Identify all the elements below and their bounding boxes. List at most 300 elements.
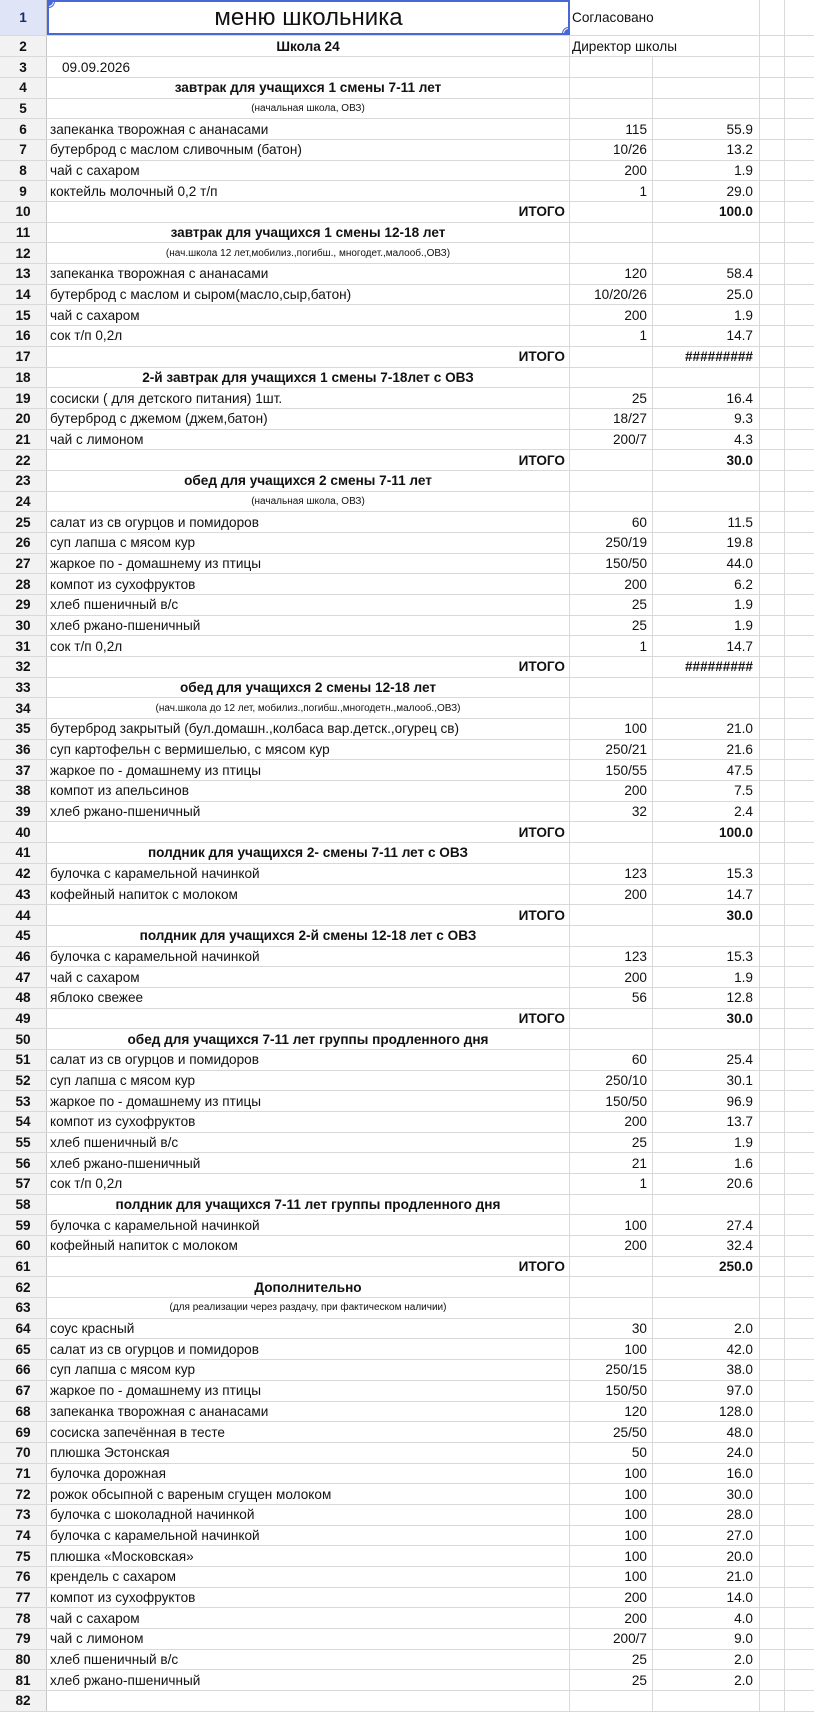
price-cell[interactable] xyxy=(653,595,760,615)
empty-cell[interactable] xyxy=(785,1153,814,1173)
empty-cell[interactable] xyxy=(760,657,785,677)
empty-cell[interactable] xyxy=(785,1402,814,1422)
row-header[interactable] xyxy=(0,740,47,760)
portion-cell[interactable] xyxy=(570,1670,653,1690)
row-header-1[interactable]: 1 xyxy=(0,0,47,35)
row-header[interactable] xyxy=(0,264,47,284)
cell-e1[interactable] xyxy=(785,0,814,35)
portion-cell[interactable] xyxy=(570,719,653,739)
row-header[interactable] xyxy=(0,1464,47,1484)
price-cell[interactable] xyxy=(653,698,760,718)
empty-cell[interactable] xyxy=(785,864,814,884)
row-header[interactable] xyxy=(0,1050,47,1070)
row-header[interactable] xyxy=(0,864,47,884)
row-header[interactable] xyxy=(0,1526,47,1546)
row-header[interactable] xyxy=(0,636,47,656)
portion-cell[interactable] xyxy=(570,740,653,760)
price-cell[interactable] xyxy=(653,388,760,408)
row-header[interactable] xyxy=(0,1153,47,1173)
row-header[interactable] xyxy=(0,161,47,181)
dish-name-cell[interactable] xyxy=(47,368,570,388)
price-cell[interactable] xyxy=(653,740,760,760)
approval-cell[interactable] xyxy=(570,0,653,35)
row-header[interactable] xyxy=(0,1133,47,1153)
portion-cell[interactable] xyxy=(570,1484,653,1504)
row-header[interactable] xyxy=(0,843,47,863)
portion-cell[interactable] xyxy=(570,554,653,574)
empty-cell[interactable] xyxy=(760,740,785,760)
price-cell[interactable] xyxy=(653,843,760,863)
empty-cell[interactable] xyxy=(760,1071,785,1091)
selection-handle-bottom-right[interactable] xyxy=(563,28,570,35)
price-cell[interactable] xyxy=(653,1443,760,1463)
price-cell[interactable] xyxy=(653,988,760,1008)
empty-cell[interactable] xyxy=(785,1526,814,1546)
empty-cell[interactable] xyxy=(785,1236,814,1256)
portion-cell[interactable] xyxy=(570,822,653,842)
empty-cell[interactable] xyxy=(760,574,785,594)
empty-cell[interactable] xyxy=(760,1608,785,1628)
dish-name-cell[interactable] xyxy=(47,140,570,160)
empty-cell[interactable] xyxy=(760,698,785,718)
empty-cell[interactable] xyxy=(785,326,814,346)
empty-cell[interactable] xyxy=(785,450,814,470)
price-cell[interactable] xyxy=(653,616,760,636)
title-cell-selected[interactable] xyxy=(47,0,570,35)
price-cell[interactable] xyxy=(653,78,760,98)
portion-cell[interactable] xyxy=(570,1091,653,1111)
cell-b3[interactable] xyxy=(570,57,653,77)
empty-cell[interactable] xyxy=(760,926,785,946)
dish-name-cell[interactable] xyxy=(47,285,570,305)
empty-cell[interactable] xyxy=(760,947,785,967)
portion-cell[interactable] xyxy=(570,1422,653,1442)
price-cell[interactable] xyxy=(653,1277,760,1297)
empty-cell[interactable] xyxy=(785,430,814,450)
row-header[interactable] xyxy=(0,554,47,574)
empty-cell[interactable] xyxy=(785,1133,814,1153)
empty-cell[interactable] xyxy=(785,492,814,512)
row-header[interactable] xyxy=(0,905,47,925)
empty-cell[interactable] xyxy=(785,1009,814,1029)
price-cell[interactable] xyxy=(653,1546,760,1566)
empty-cell[interactable] xyxy=(785,1464,814,1484)
empty-cell[interactable] xyxy=(785,1050,814,1070)
price-cell[interactable] xyxy=(653,1650,760,1670)
row-header[interactable] xyxy=(0,1588,47,1608)
dish-name-cell[interactable] xyxy=(47,1339,570,1359)
empty-cell[interactable] xyxy=(760,1298,785,1318)
empty-cell[interactable] xyxy=(785,1381,814,1401)
price-cell[interactable] xyxy=(653,1174,760,1194)
portion-cell[interactable] xyxy=(570,1381,653,1401)
portion-cell[interactable] xyxy=(570,305,653,325)
empty-cell[interactable] xyxy=(760,512,785,532)
portion-cell[interactable] xyxy=(570,1195,653,1215)
dish-name-cell[interactable] xyxy=(47,554,570,574)
price-cell[interactable] xyxy=(653,533,760,553)
portion-cell[interactable] xyxy=(570,409,653,429)
empty-cell[interactable] xyxy=(785,1091,814,1111)
empty-cell[interactable] xyxy=(785,1257,814,1277)
empty-cell[interactable] xyxy=(785,595,814,615)
portion-cell[interactable] xyxy=(570,1339,653,1359)
empty-cell[interactable] xyxy=(785,636,814,656)
empty-cell[interactable] xyxy=(760,202,785,222)
empty-cell[interactable] xyxy=(785,719,814,739)
price-cell[interactable] xyxy=(653,1236,760,1256)
empty-cell[interactable] xyxy=(760,409,785,429)
empty-cell[interactable] xyxy=(785,388,814,408)
empty-cell[interactable] xyxy=(785,1071,814,1091)
empty-cell[interactable] xyxy=(785,347,814,367)
dish-name-cell[interactable] xyxy=(47,885,570,905)
price-cell[interactable] xyxy=(653,885,760,905)
school-cell[interactable] xyxy=(47,36,570,56)
empty-cell[interactable] xyxy=(760,1526,785,1546)
empty-cell[interactable] xyxy=(760,347,785,367)
empty-cell[interactable] xyxy=(760,223,785,243)
row-header[interactable] xyxy=(0,202,47,222)
row-header[interactable] xyxy=(0,947,47,967)
portion-cell[interactable] xyxy=(570,285,653,305)
cell-c3[interactable] xyxy=(653,57,760,77)
row-header[interactable] xyxy=(0,967,47,987)
price-cell[interactable] xyxy=(653,781,760,801)
dish-name-cell[interactable] xyxy=(47,1360,570,1380)
dish-name-cell[interactable] xyxy=(47,967,570,987)
price-cell[interactable] xyxy=(653,1670,760,1690)
portion-cell[interactable] xyxy=(570,781,653,801)
dish-name-cell[interactable] xyxy=(47,1215,570,1235)
dish-name-cell[interactable] xyxy=(47,471,570,491)
dish-name-cell[interactable] xyxy=(47,740,570,760)
empty-cell[interactable] xyxy=(785,512,814,532)
dish-name-cell[interactable] xyxy=(47,512,570,532)
row-header[interactable] xyxy=(0,1691,47,1711)
empty-cell[interactable] xyxy=(785,885,814,905)
empty-cell[interactable] xyxy=(760,1319,785,1339)
dish-name-cell[interactable] xyxy=(47,657,570,677)
empty-cell[interactable] xyxy=(760,1443,785,1463)
price-cell[interactable] xyxy=(653,967,760,987)
price-cell[interactable] xyxy=(653,554,760,574)
price-cell[interactable] xyxy=(653,181,760,201)
empty-cell[interactable] xyxy=(760,678,785,698)
row-header[interactable] xyxy=(0,533,47,553)
empty-cell[interactable] xyxy=(760,1133,785,1153)
empty-cell[interactable] xyxy=(785,740,814,760)
empty-cell[interactable] xyxy=(760,802,785,822)
portion-cell[interactable] xyxy=(570,1236,653,1256)
row-header[interactable] xyxy=(0,1236,47,1256)
empty-cell[interactable] xyxy=(760,1009,785,1029)
empty-cell[interactable] xyxy=(785,802,814,822)
dish-name-cell[interactable] xyxy=(47,1629,570,1649)
row-header[interactable] xyxy=(0,512,47,532)
dish-name-cell[interactable] xyxy=(47,1567,570,1587)
portion-cell[interactable] xyxy=(570,574,653,594)
empty-cell[interactable] xyxy=(785,1670,814,1690)
price-cell[interactable] xyxy=(653,450,760,470)
price-cell[interactable] xyxy=(653,574,760,594)
row-header[interactable] xyxy=(0,1112,47,1132)
empty-cell[interactable] xyxy=(785,554,814,574)
row-header[interactable] xyxy=(0,1174,47,1194)
empty-cell[interactable] xyxy=(760,181,785,201)
row-header[interactable] xyxy=(0,1215,47,1235)
dish-name-cell[interactable] xyxy=(47,1484,570,1504)
dish-name-cell[interactable] xyxy=(47,78,570,98)
row-header[interactable] xyxy=(0,471,47,491)
price-cell[interactable] xyxy=(653,1588,760,1608)
dish-name-cell[interactable] xyxy=(47,760,570,780)
price-cell[interactable] xyxy=(653,305,760,325)
row-header[interactable] xyxy=(0,1195,47,1215)
empty-cell[interactable] xyxy=(760,967,785,987)
row-header[interactable] xyxy=(0,885,47,905)
dish-name-cell[interactable] xyxy=(47,698,570,718)
portion-cell[interactable] xyxy=(570,430,653,450)
dish-name-cell[interactable] xyxy=(47,1422,570,1442)
empty-cell[interactable] xyxy=(760,1050,785,1070)
row-header[interactable] xyxy=(0,595,47,615)
price-cell[interactable] xyxy=(653,905,760,925)
empty-cell[interactable] xyxy=(785,99,814,119)
portion-cell[interactable] xyxy=(570,1050,653,1070)
empty-cell[interactable] xyxy=(785,223,814,243)
row-header[interactable] xyxy=(0,1319,47,1339)
portion-cell[interactable] xyxy=(570,802,653,822)
row-header[interactable] xyxy=(0,1546,47,1566)
row-header[interactable] xyxy=(0,243,47,263)
price-cell[interactable] xyxy=(653,264,760,284)
row-header[interactable] xyxy=(0,1505,47,1525)
dish-name-cell[interactable] xyxy=(47,1464,570,1484)
empty-cell[interactable] xyxy=(785,202,814,222)
cell-d1[interactable] xyxy=(760,0,785,35)
empty-cell[interactable] xyxy=(785,698,814,718)
price-cell[interactable] xyxy=(653,223,760,243)
portion-cell[interactable] xyxy=(570,678,653,698)
empty-cell[interactable] xyxy=(760,1650,785,1670)
empty-cell[interactable] xyxy=(785,760,814,780)
dish-name-cell[interactable] xyxy=(47,409,570,429)
empty-cell[interactable] xyxy=(785,1484,814,1504)
row-header-2[interactable]: 2 xyxy=(0,36,47,56)
price-cell[interactable] xyxy=(653,1464,760,1484)
row-header[interactable] xyxy=(0,388,47,408)
row-header[interactable] xyxy=(0,223,47,243)
row-header[interactable] xyxy=(0,1091,47,1111)
empty-cell[interactable] xyxy=(760,1484,785,1504)
dish-name-cell[interactable] xyxy=(47,1257,570,1277)
row-header[interactable] xyxy=(0,1009,47,1029)
dish-name-cell[interactable] xyxy=(47,1670,570,1690)
price-cell[interactable] xyxy=(653,678,760,698)
empty-cell[interactable] xyxy=(785,1360,814,1380)
price-cell[interactable] xyxy=(653,1381,760,1401)
portion-cell[interactable] xyxy=(570,450,653,470)
price-cell[interactable] xyxy=(653,636,760,656)
portion-cell[interactable] xyxy=(570,1505,653,1525)
dish-name-cell[interactable] xyxy=(47,1195,570,1215)
portion-cell[interactable] xyxy=(570,492,653,512)
row-header[interactable] xyxy=(0,802,47,822)
portion-cell[interactable] xyxy=(570,533,653,553)
empty-cell[interactable] xyxy=(785,1588,814,1608)
dish-name-cell[interactable] xyxy=(47,574,570,594)
empty-cell[interactable] xyxy=(785,1546,814,1566)
row-header[interactable] xyxy=(0,409,47,429)
dish-name-cell[interactable] xyxy=(47,264,570,284)
empty-cell[interactable] xyxy=(785,988,814,1008)
row-header[interactable] xyxy=(0,1608,47,1628)
empty-cell[interactable] xyxy=(760,616,785,636)
price-cell[interactable] xyxy=(653,822,760,842)
portion-cell[interactable] xyxy=(570,864,653,884)
empty-cell[interactable] xyxy=(760,1588,785,1608)
row-header[interactable] xyxy=(0,430,47,450)
row-header[interactable] xyxy=(0,492,47,512)
dish-name-cell[interactable] xyxy=(47,1133,570,1153)
empty-cell[interactable] xyxy=(760,719,785,739)
empty-cell[interactable] xyxy=(785,1691,814,1711)
portion-cell[interactable] xyxy=(570,1402,653,1422)
cell-c1[interactable] xyxy=(653,0,760,35)
empty-cell[interactable] xyxy=(785,1029,814,1049)
portion-cell[interactable] xyxy=(570,1360,653,1380)
empty-cell[interactable] xyxy=(785,781,814,801)
empty-cell[interactable] xyxy=(785,1174,814,1194)
row-header[interactable] xyxy=(0,181,47,201)
dish-name-cell[interactable] xyxy=(47,1381,570,1401)
portion-cell[interactable] xyxy=(570,512,653,532)
portion-cell[interactable] xyxy=(570,616,653,636)
row-header[interactable] xyxy=(0,347,47,367)
portion-cell[interactable] xyxy=(570,119,653,139)
empty-cell[interactable] xyxy=(760,988,785,1008)
price-cell[interactable] xyxy=(653,1567,760,1587)
row-header[interactable] xyxy=(0,574,47,594)
dish-name-cell[interactable] xyxy=(47,99,570,119)
portion-cell[interactable] xyxy=(570,1691,653,1711)
row-header[interactable] xyxy=(0,1567,47,1587)
portion-cell[interactable] xyxy=(570,905,653,925)
portion-cell[interactable] xyxy=(570,326,653,346)
empty-cell[interactable] xyxy=(785,1298,814,1318)
portion-cell[interactable] xyxy=(570,347,653,367)
portion-cell[interactable] xyxy=(570,264,653,284)
row-header[interactable] xyxy=(0,1381,47,1401)
empty-cell[interactable] xyxy=(760,1691,785,1711)
dish-name-cell[interactable] xyxy=(47,1505,570,1525)
portion-cell[interactable] xyxy=(570,1071,653,1091)
dish-name-cell[interactable] xyxy=(47,305,570,325)
empty-cell[interactable] xyxy=(760,1277,785,1297)
price-cell[interactable] xyxy=(653,326,760,346)
empty-cell[interactable] xyxy=(760,1174,785,1194)
price-cell[interactable] xyxy=(653,1112,760,1132)
row-header[interactable] xyxy=(0,1257,47,1277)
dish-name-cell[interactable] xyxy=(47,388,570,408)
empty-cell[interactable] xyxy=(785,843,814,863)
price-cell[interactable] xyxy=(653,243,760,263)
dish-name-cell[interactable] xyxy=(47,1588,570,1608)
price-cell[interactable] xyxy=(653,1029,760,1049)
row-header-3[interactable]: 3 xyxy=(0,57,47,77)
empty-cell[interactable] xyxy=(760,885,785,905)
row-header[interactable] xyxy=(0,119,47,139)
portion-cell[interactable] xyxy=(570,967,653,987)
row-header[interactable] xyxy=(0,781,47,801)
portion-cell[interactable] xyxy=(570,368,653,388)
portion-cell[interactable] xyxy=(570,698,653,718)
price-cell[interactable] xyxy=(653,285,760,305)
portion-cell[interactable] xyxy=(570,760,653,780)
price-cell[interactable] xyxy=(653,1195,760,1215)
dish-name-cell[interactable] xyxy=(47,616,570,636)
portion-cell[interactable] xyxy=(570,1277,653,1297)
portion-cell[interactable] xyxy=(570,1029,653,1049)
empty-cell[interactable] xyxy=(785,947,814,967)
row-header[interactable] xyxy=(0,1360,47,1380)
dish-name-cell[interactable] xyxy=(47,802,570,822)
portion-cell[interactable] xyxy=(570,657,653,677)
empty-cell[interactable] xyxy=(785,1422,814,1442)
row-header[interactable] xyxy=(0,657,47,677)
dish-name-cell[interactable] xyxy=(47,1608,570,1628)
portion-cell[interactable] xyxy=(570,1608,653,1628)
dish-name-cell[interactable] xyxy=(47,1526,570,1546)
empty-cell[interactable] xyxy=(760,1464,785,1484)
selection-handle-top-left[interactable] xyxy=(47,0,54,7)
price-cell[interactable] xyxy=(653,512,760,532)
empty-cell[interactable] xyxy=(785,574,814,594)
empty-cell[interactable] xyxy=(760,368,785,388)
dish-name-cell[interactable] xyxy=(47,347,570,367)
dish-name-cell[interactable] xyxy=(47,326,570,346)
empty-cell[interactable] xyxy=(760,1422,785,1442)
row-header[interactable] xyxy=(0,698,47,718)
price-cell[interactable] xyxy=(653,719,760,739)
portion-cell[interactable] xyxy=(570,1009,653,1029)
row-header[interactable] xyxy=(0,1071,47,1091)
empty-cell[interactable] xyxy=(760,430,785,450)
empty-cell[interactable] xyxy=(785,1112,814,1132)
row-header[interactable] xyxy=(0,450,47,470)
dish-name-cell[interactable] xyxy=(47,1153,570,1173)
dish-name-cell[interactable] xyxy=(47,1050,570,1070)
portion-cell[interactable] xyxy=(570,99,653,119)
dish-name-cell[interactable] xyxy=(47,1319,570,1339)
empty-cell[interactable] xyxy=(760,1670,785,1690)
price-cell[interactable] xyxy=(653,947,760,967)
price-cell[interactable] xyxy=(653,119,760,139)
portion-cell[interactable] xyxy=(570,471,653,491)
price-cell[interactable] xyxy=(653,1050,760,1070)
empty-cell[interactable] xyxy=(785,1567,814,1587)
empty-cell[interactable] xyxy=(785,967,814,987)
empty-cell[interactable] xyxy=(760,450,785,470)
portion-cell[interactable] xyxy=(570,78,653,98)
dish-name-cell[interactable] xyxy=(47,1443,570,1463)
portion-cell[interactable] xyxy=(570,885,653,905)
dish-name-cell[interactable] xyxy=(47,430,570,450)
empty-cell[interactable] xyxy=(760,1339,785,1359)
empty-cell[interactable] xyxy=(760,1029,785,1049)
empty-cell[interactable] xyxy=(760,1257,785,1277)
